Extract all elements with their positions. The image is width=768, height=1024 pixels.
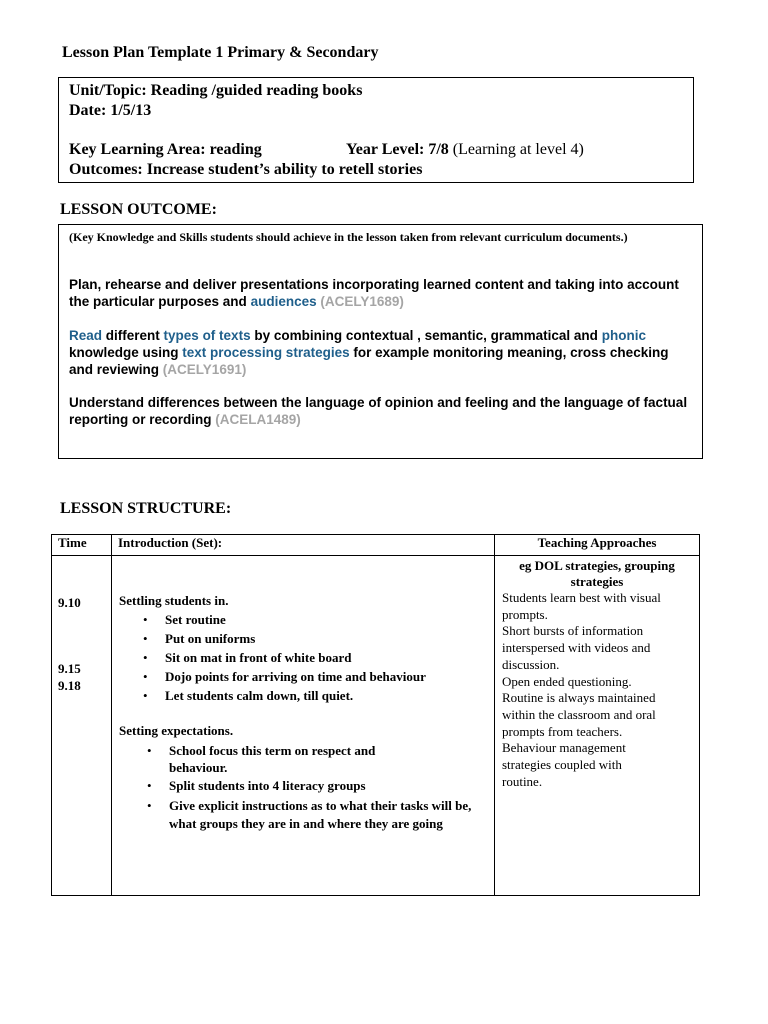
outcome-2-text-a: different — [105, 328, 160, 343]
list-item: • Put on uniforms — [165, 631, 255, 647]
list-item: • Sit on mat in front of white board — [165, 650, 351, 666]
expectations-heading: Setting expectations. — [119, 723, 234, 738]
approach-line: Behaviour management — [502, 740, 626, 756]
time-entry: 9.10 — [58, 595, 81, 610]
outcome-3-text: Understand differences between the language of opinion and feeling and the language of factual reporting or recording — [69, 395, 688, 427]
text-processing-strategies-link[interactable]: text processing strategies — [182, 345, 350, 360]
approach-line: Open ended questioning. — [502, 673, 632, 689]
approach-line: routine. — [502, 773, 543, 789]
approaches-heading: eg DOL strategies, grouping strategies — [519, 558, 675, 589]
outcome-paragraph-3 — [69, 394, 694, 428]
audiences-link[interactable]: audiences — [250, 294, 317, 309]
list-item: • Set routine — [165, 612, 226, 628]
approach-line: discussion. — [502, 656, 560, 672]
approach-line: strategies coupled with — [502, 757, 622, 773]
year-level-value: 7/8 — [428, 141, 449, 158]
approach-line: Routine is always maintained — [502, 690, 656, 706]
list-item: • Split students into 4 literacy groups — [169, 778, 366, 794]
outcome-2-text-b: by combining contextual , semantic, grammatical and — [254, 328, 598, 343]
approach-line: prompts from teachers. — [502, 723, 623, 739]
table-header-row — [52, 535, 700, 556]
outcome-paragraph-2 — [69, 327, 694, 378]
outcome-paragraph-1 — [69, 276, 694, 310]
acela1489-code: (ACELA1489) — [215, 412, 301, 427]
outcomes: Outcomes: Increase student’s ability to retell stories — [69, 161, 423, 178]
lesson-outcome-heading: LESSON OUTCOME: — [60, 201, 217, 218]
read-link[interactable]: Read — [69, 328, 103, 343]
outcome-note: (Key Knowledge and Skills students should achieve in the lesson taken from relevant curriculum documents.) — [69, 230, 628, 244]
lesson-outcome-box — [58, 224, 703, 459]
lesson-date: Date: 1/5/13 — [69, 102, 152, 119]
acely1691-code: (ACELY1691) — [162, 362, 247, 377]
approach-line: prompts. — [502, 606, 548, 622]
outcome-2-text-d: for example monitoring meaning, cross checking and reviewing — [69, 345, 669, 377]
teaching-approaches-cell — [495, 556, 700, 896]
lesson-structure-heading: LESSON STRUCTURE: — [60, 500, 232, 517]
year-level-note: (Learning at level 4) — [452, 141, 584, 158]
unit-info-box — [58, 77, 694, 183]
table-row — [52, 556, 700, 896]
year-level — [346, 141, 584, 159]
types-of-texts-link[interactable]: types of texts — [163, 328, 251, 343]
year-level-label: Year Level: — [346, 141, 425, 158]
introduction-cell — [112, 556, 495, 896]
list-item: • School focus this term on respect and behaviour. — [169, 742, 429, 776]
list-item: • Give explicit instructions as to what their tasks will be, what groups they are in and where they are going — [169, 797, 489, 832]
phonic-link[interactable]: phonic — [601, 328, 646, 343]
approach-line: within the classroom and oral — [502, 706, 656, 722]
list-item: • Dojo points for arriving on time and behaviour — [165, 669, 426, 685]
approach-line: Short bursts of information — [502, 623, 644, 639]
unit-topic: Unit/Topic: Reading /guided reading books — [69, 82, 363, 99]
list-item: • Let students calm down, till quiet. — [165, 688, 353, 704]
approach-line: Students learn best with visual — [502, 590, 661, 605]
time-entry: 9.18 — [58, 678, 81, 693]
introduction-header: Introduction (Set): — [112, 535, 495, 556]
settling-heading: Settling students in. — [119, 593, 229, 608]
teaching-approaches-header: Teaching Approaches — [495, 535, 700, 556]
lesson-structure-table — [51, 534, 700, 896]
key-learning-area: Key Learning Area: reading — [69, 141, 262, 158]
outcome-2-text-c: knowledge using — [69, 345, 179, 360]
time-entry: 9.15 — [58, 661, 81, 676]
outcome-1-text: Plan, rehearse and deliver presentations incorporating learned content and taking into account the particular purposes and — [69, 277, 679, 309]
acely1689-code: (ACELY1689) — [320, 294, 404, 309]
approaches-text — [496, 590, 698, 790]
approach-line: interspersed with videos and — [502, 640, 651, 656]
document-title: Lesson Plan Template 1 Primary & Secondary — [62, 44, 379, 61]
time-cell — [52, 556, 112, 896]
time-header: Time — [52, 535, 112, 556]
